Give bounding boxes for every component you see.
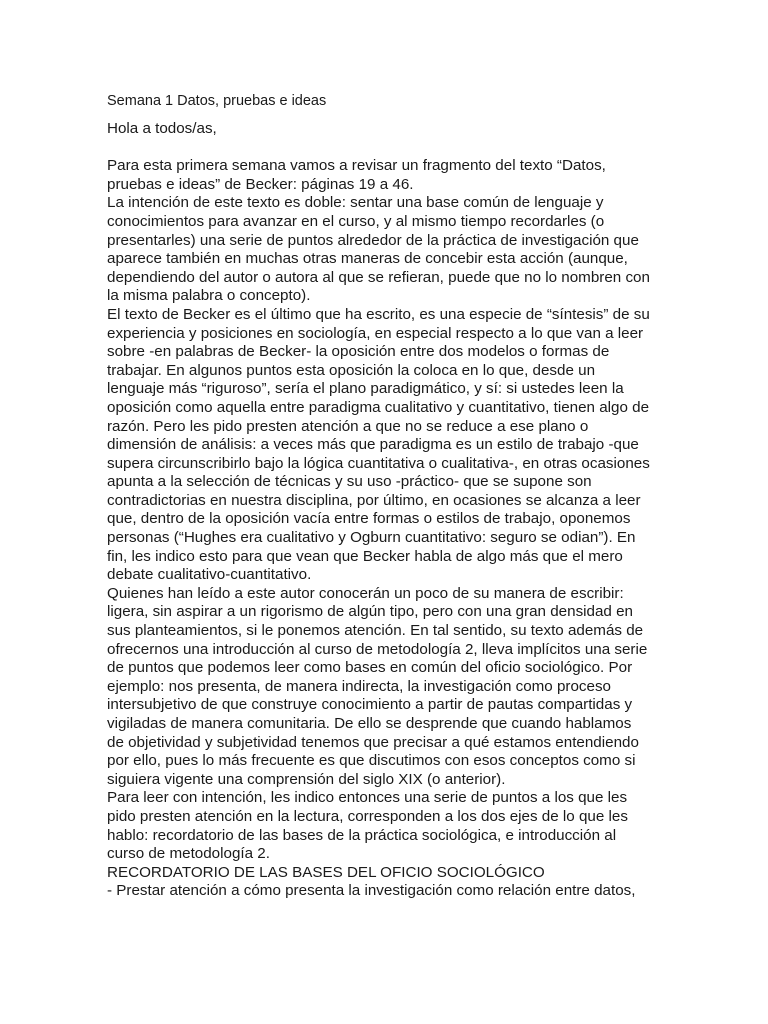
text-line: ofrecernos una introducción al curso de metodología 2, lleva implícitos una serie	[107, 640, 648, 658]
text-line: fin, les indico esto para que vean que Becker habla de algo más que el mero	[107, 547, 623, 565]
paragraph	[107, 157, 707, 194]
text-line: RECORDATORIO DE LAS BASES DEL OFICIO SOCIOLÓGICO	[107, 863, 545, 881]
paragraph-list	[107, 157, 707, 901]
paragraph	[107, 864, 707, 883]
text-line: El texto de Becker es el último que ha escrito, es una especie de “síntesis” de su	[107, 305, 650, 323]
text-line: La intención de este texto es doble: sentar una base común de lenguaje y	[107, 194, 604, 212]
text-line: sobre -en palabras de Becker- la oposición entre dos modelos o formas de	[107, 343, 610, 361]
text-line: que, dentro de la oposición vacía entre formas o estilos de trabajo, oponemos	[107, 510, 631, 528]
text-line: Para esta primera semana vamos a revisar un fragmento del texto “Datos,	[107, 157, 606, 175]
text-line: sus planteamientos, si le ponemos atención. En tal sentido, su texto además de	[107, 622, 644, 640]
text-line: pruebas e ideas” de Becker: páginas 19 a 46.	[107, 175, 414, 193]
text-line: dimensión de análisis: a veces más que paradigma es un estilo de trabajo -que	[107, 436, 639, 454]
text-line: por ello, pues lo más frecuente es que discutimos con esos conceptos como si	[107, 752, 636, 770]
text-line: curso de metodología 2.	[107, 845, 270, 863]
text-line: Quienes han leído a este autor conocerán un poco de su manera de escribir:	[107, 584, 624, 602]
text-line: ligera, sin aspirar a un rigorismo de algún tipo, pero con una gran densidad en	[107, 603, 633, 621]
text-line: experiencia y posiciones en sociología, en especial respecto a lo que van a leer	[107, 324, 644, 342]
paragraph	[107, 882, 707, 901]
text-line: razón. Pero les pido presten atención a que no se reduce a ese plano o	[107, 417, 589, 435]
paragraph	[107, 306, 707, 585]
paragraph	[107, 585, 707, 790]
text-line: conocimientos para avanzar en el curso, y al mismo tiempo recordarles (o	[107, 212, 605, 230]
text-line: presentarles) una serie de puntos alrededor de la práctica de investigación que	[107, 231, 639, 249]
text-line: pido presten atención en la lectura, corresponden a los dos ejes de lo que les	[107, 807, 628, 825]
text-line: siguiera vigente una comprensión del siglo XIX (o anterior).	[107, 770, 506, 788]
text-line: ejemplo: nos presenta, de manera indirecta, la investigación como proceso	[107, 677, 611, 695]
text-line: de puntos que podemos leer como bases en común del oficio sociológico. Por	[107, 659, 633, 677]
text-line: dependiendo del autor o autora al que se refieran, puede que no lo nombren con	[107, 268, 650, 286]
text-line: vigiladas de manera comunitaria. De ello se desprende que cuando hablamos	[107, 715, 632, 732]
text-line: hablo: recordatorio de las bases de la práctica sociológica, e introducción al	[107, 826, 617, 844]
text-line: contradictorias en nuestra disciplina, por último, en ocasiones se alcanza a leer	[107, 491, 641, 509]
text-line: Para leer con intención, les indico entonces una serie de puntos a los que les	[107, 789, 628, 807]
text-line: debate cualitativo-cuantitativo.	[107, 566, 312, 584]
text-line: de objetividad y subjetividad tenemos que precisar a qué estamos entendiendo	[107, 733, 639, 751]
paragraph	[107, 789, 707, 863]
text-line: intersubjetivo de que construye conocimiento a partir de pautas compartidas y	[107, 696, 633, 714]
text-line: oposición como aquella entre paradigma cualitativo y cuantitativo, tienen algo de	[107, 398, 650, 416]
paragraph	[107, 194, 707, 306]
document-title: Semana 1 Datos, pruebas e ideas	[107, 93, 327, 109]
text-line: aparece también en muchas otras maneras de concebir esta acción (aunque,	[107, 250, 628, 268]
text-line: lenguaje más “riguroso”, sería el plano paradigmático, y sí: si ustedes leen la	[107, 380, 624, 398]
text-line: personas (“Hughes era cualitativo y Ogburn cuantitativo: seguro se odian”). En	[107, 529, 636, 547]
text-line: la misma palabra o concepto).	[107, 287, 311, 305]
text-line: - Prestar atención a cómo presenta la investigación como relación entre datos,	[107, 882, 636, 900]
document-body	[107, 120, 707, 901]
text-line: trabajar. En algunos puntos esta oposición la coloca en lo que, desde un	[107, 361, 596, 379]
greeting: Hola a todos/as,	[107, 120, 217, 137]
text-line: supera circunscribirlo bajo la lógica cuantitativa o cualitativa-, en otras ocasiones	[107, 454, 650, 472]
text-line: apunta a la selección de técnicas y su uso -práctico- que se supone son	[107, 473, 592, 491]
